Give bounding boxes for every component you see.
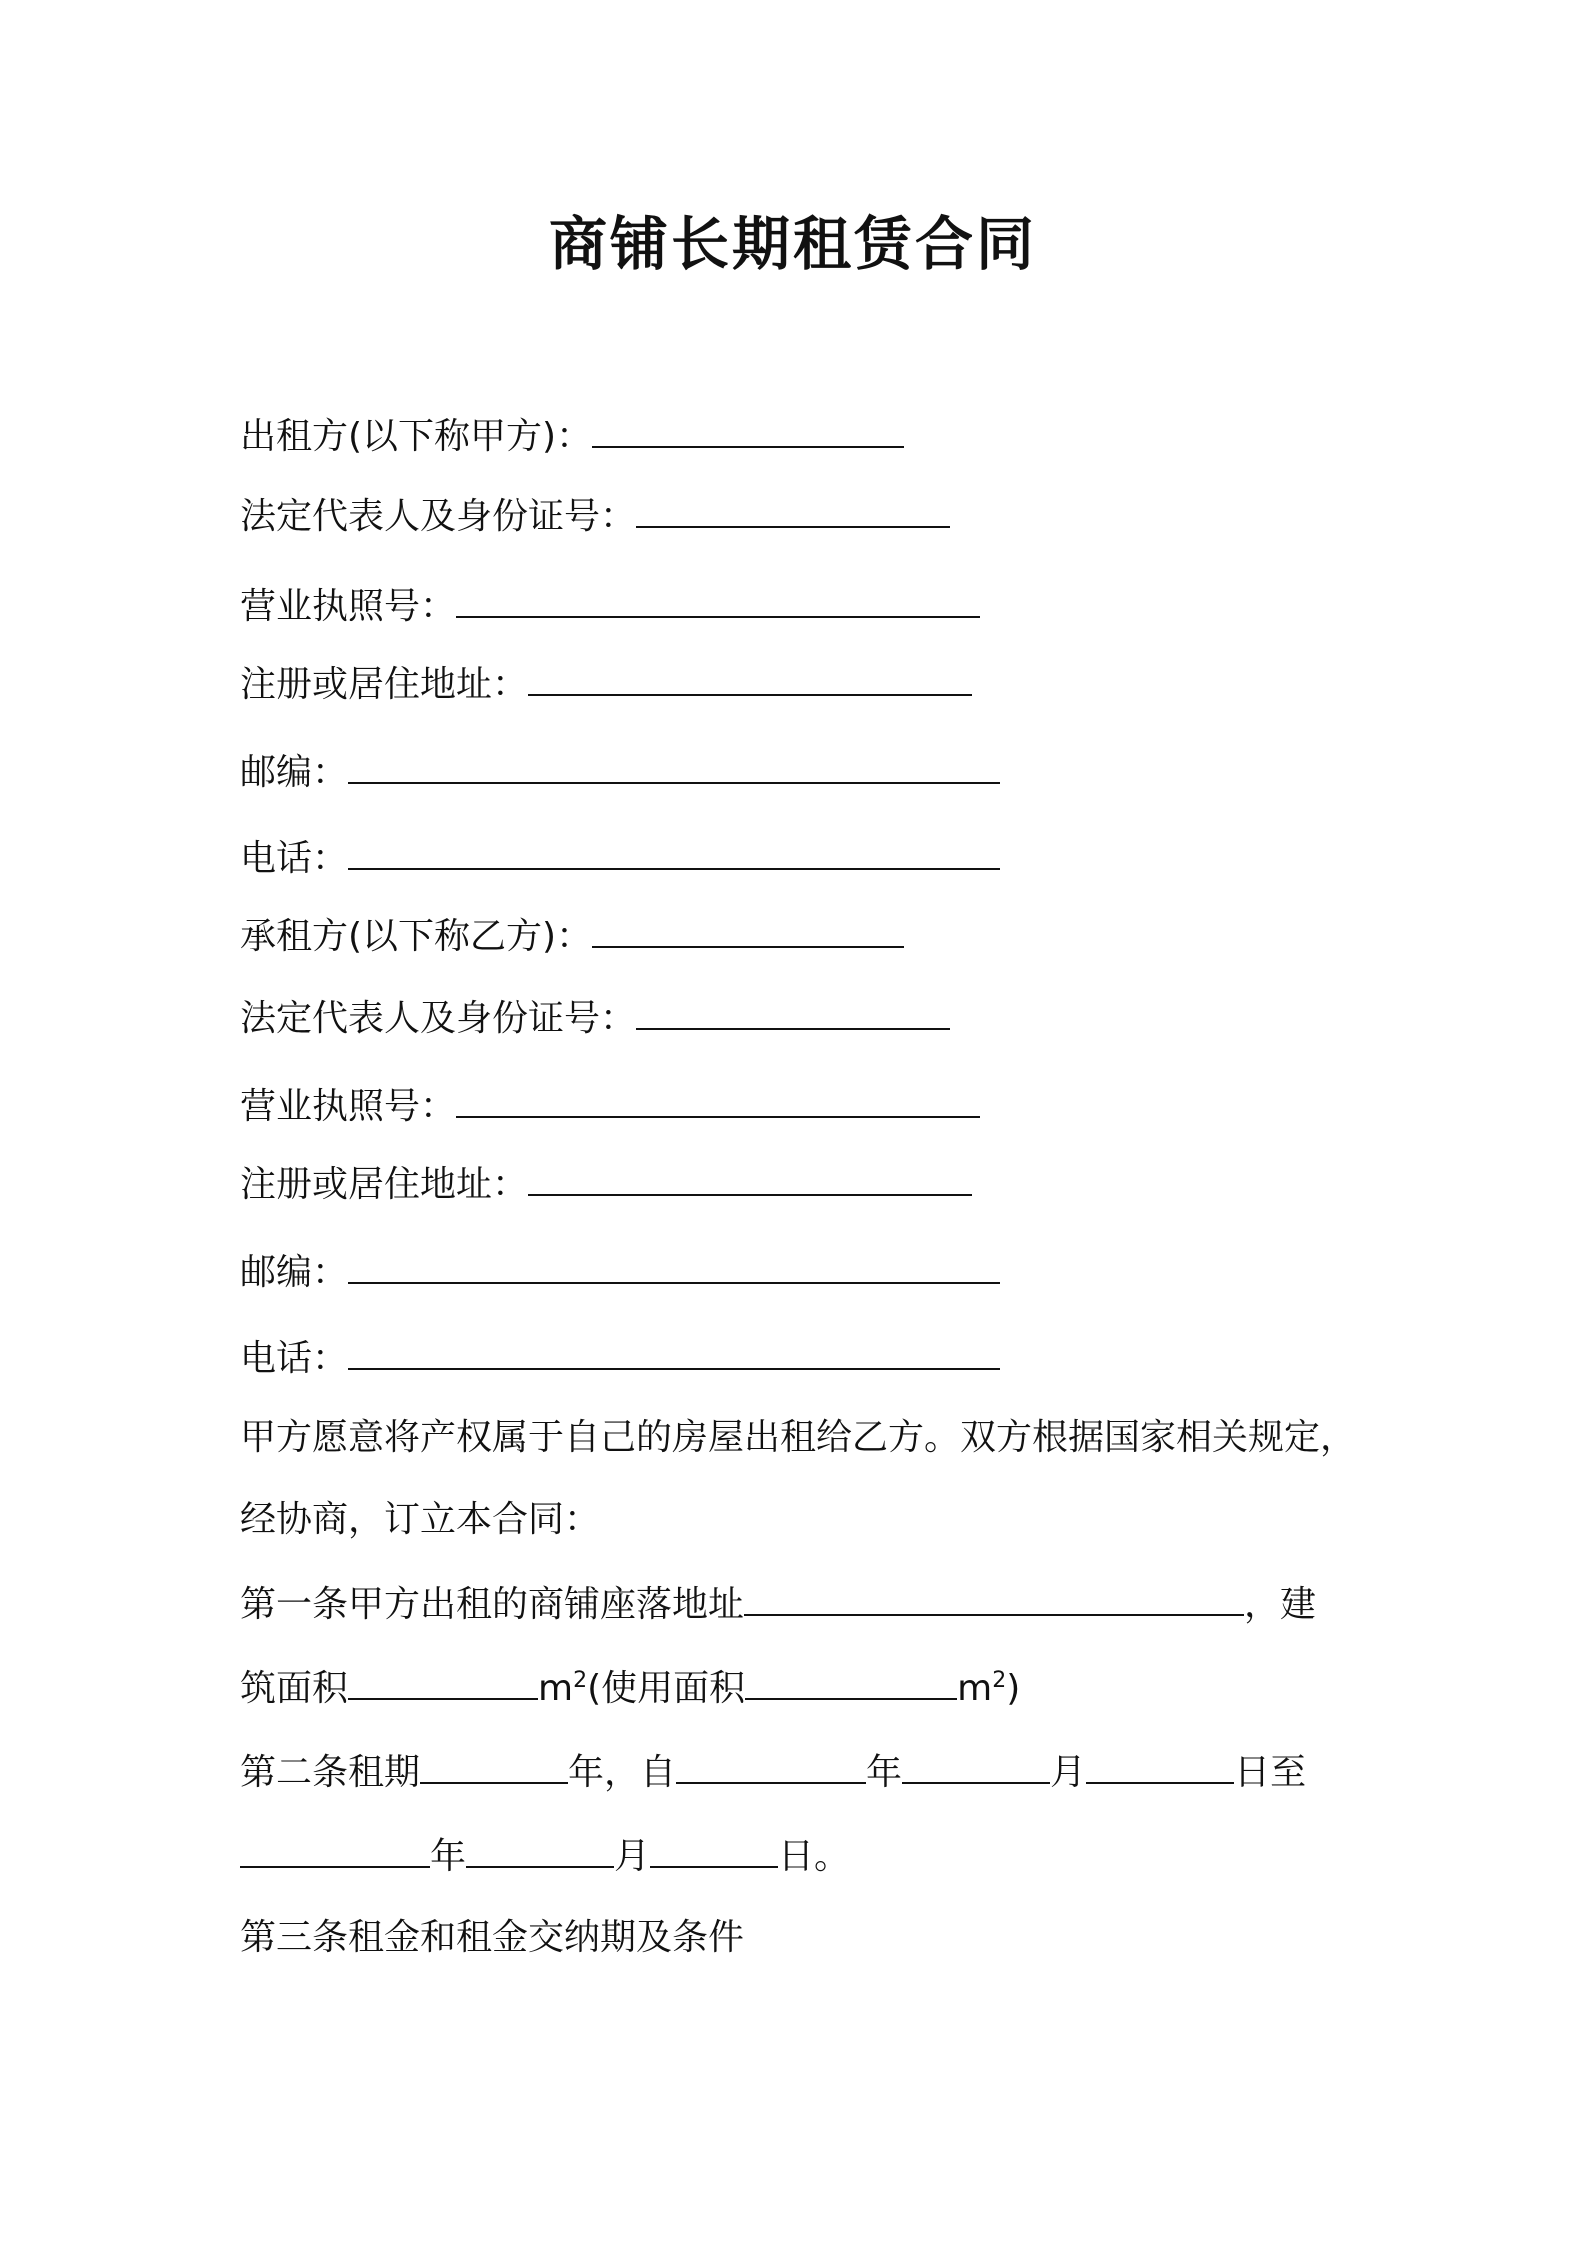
end-month-field[interactable] <box>466 1832 614 1868</box>
building-area-field[interactable] <box>348 1664 538 1700</box>
lessee-rep-label: 法定代表人及身份证号： <box>240 998 637 1039</box>
article-3-heading: 第三条租金和租金交纳期及条件 <box>240 1917 745 1958</box>
start-month-unit: 月 <box>1050 1752 1087 1793</box>
lessor-postcode-row <box>240 748 1000 797</box>
lease-years-field[interactable] <box>420 1748 568 1784</box>
lessor-address-row <box>240 660 972 709</box>
end-day-field[interactable] <box>650 1832 778 1868</box>
lessee-postcode-field[interactable] <box>348 1248 1000 1284</box>
article-2-line-1 <box>240 1748 1306 1797</box>
article-2-line-2 <box>240 1832 850 1881</box>
start-day-unit: 日至 <box>1234 1752 1307 1793</box>
lessee-name-row <box>240 912 904 961</box>
lessee-name-label: 承租方(以下称乙方)： <box>240 916 593 957</box>
usable-area-label: (使用面积 <box>587 1668 746 1709</box>
lessor-license-row <box>240 582 980 631</box>
lessor-license-label: 营业执照号： <box>240 586 457 627</box>
lessor-name-row <box>240 412 904 461</box>
lessor-rep-row <box>240 492 950 541</box>
lessor-phone-field[interactable] <box>348 834 1000 870</box>
article-1-prefix: 第一条甲方出租的商铺座落地址 <box>240 1584 745 1625</box>
intro-line-2: 经协商，订立本合同： <box>240 1499 601 1540</box>
article-1-suffix: ，建 <box>1244 1584 1317 1625</box>
area-unit: m <box>538 1668 574 1709</box>
lessee-phone-field[interactable] <box>348 1334 1000 1370</box>
usable-area-close: ) <box>1006 1668 1021 1709</box>
lessor-postcode-label: 邮编： <box>240 752 349 793</box>
lessee-address-field[interactable] <box>528 1160 972 1196</box>
lessee-rep-field[interactable] <box>636 994 950 1030</box>
lessee-address-row <box>240 1160 972 1209</box>
lessor-name-field[interactable] <box>592 412 904 448</box>
end-month-unit: 月 <box>614 1836 651 1877</box>
lessee-name-field[interactable] <box>592 912 904 948</box>
lessor-name-label: 出租方(以下称甲方)： <box>240 416 593 457</box>
lessee-rep-row <box>240 994 950 1043</box>
page-title: 商铺长期租赁合同 <box>548 210 1037 278</box>
lessor-license-field[interactable] <box>456 582 980 618</box>
intro-line-1: 甲方愿意将产权属于自己的房屋出租给乙方。双方根据国家相关规定， <box>240 1417 1357 1458</box>
area-unit-sup-2: 2 <box>992 1668 1007 1693</box>
end-day-unit: 日。 <box>778 1836 851 1877</box>
article-1-line-1 <box>240 1580 1316 1629</box>
building-area-label: 筑面积 <box>240 1668 349 1709</box>
lessor-phone-row <box>240 834 1000 883</box>
end-year-field[interactable] <box>240 1832 430 1868</box>
start-month-field[interactable] <box>902 1748 1050 1784</box>
lessee-license-field[interactable] <box>456 1082 980 1118</box>
start-year-unit: 年 <box>866 1752 903 1793</box>
lessee-postcode-label: 邮编： <box>240 1252 349 1293</box>
lessor-postcode-field[interactable] <box>348 748 1000 784</box>
article-1-line-2 <box>240 1664 1020 1713</box>
lessee-phone-label: 电话： <box>240 1338 349 1379</box>
end-year-unit: 年 <box>430 1836 467 1877</box>
shop-address-field[interactable] <box>744 1580 1244 1616</box>
lessee-address-label: 注册或居住地址： <box>240 1164 529 1205</box>
lease-years-unit: 年，自 <box>568 1752 677 1793</box>
lessor-rep-label: 法定代表人及身份证号： <box>240 496 637 537</box>
lessor-phone-label: 电话： <box>240 838 349 879</box>
lessee-license-row <box>240 1082 980 1131</box>
article-2-prefix: 第二条租期 <box>240 1752 421 1793</box>
usable-area-field[interactable] <box>745 1664 957 1700</box>
lessee-license-label: 营业执照号： <box>240 1086 457 1127</box>
area-unit-2: m <box>957 1668 993 1709</box>
lessee-phone-row <box>240 1334 1000 1383</box>
lessor-rep-field[interactable] <box>636 492 950 528</box>
lessor-address-field[interactable] <box>528 660 972 696</box>
area-unit-sup: 2 <box>573 1668 588 1693</box>
start-day-field[interactable] <box>1086 1748 1234 1784</box>
lessee-postcode-row <box>240 1248 1000 1297</box>
start-year-field[interactable] <box>676 1748 866 1784</box>
lessor-address-label: 注册或居住地址： <box>240 664 529 705</box>
